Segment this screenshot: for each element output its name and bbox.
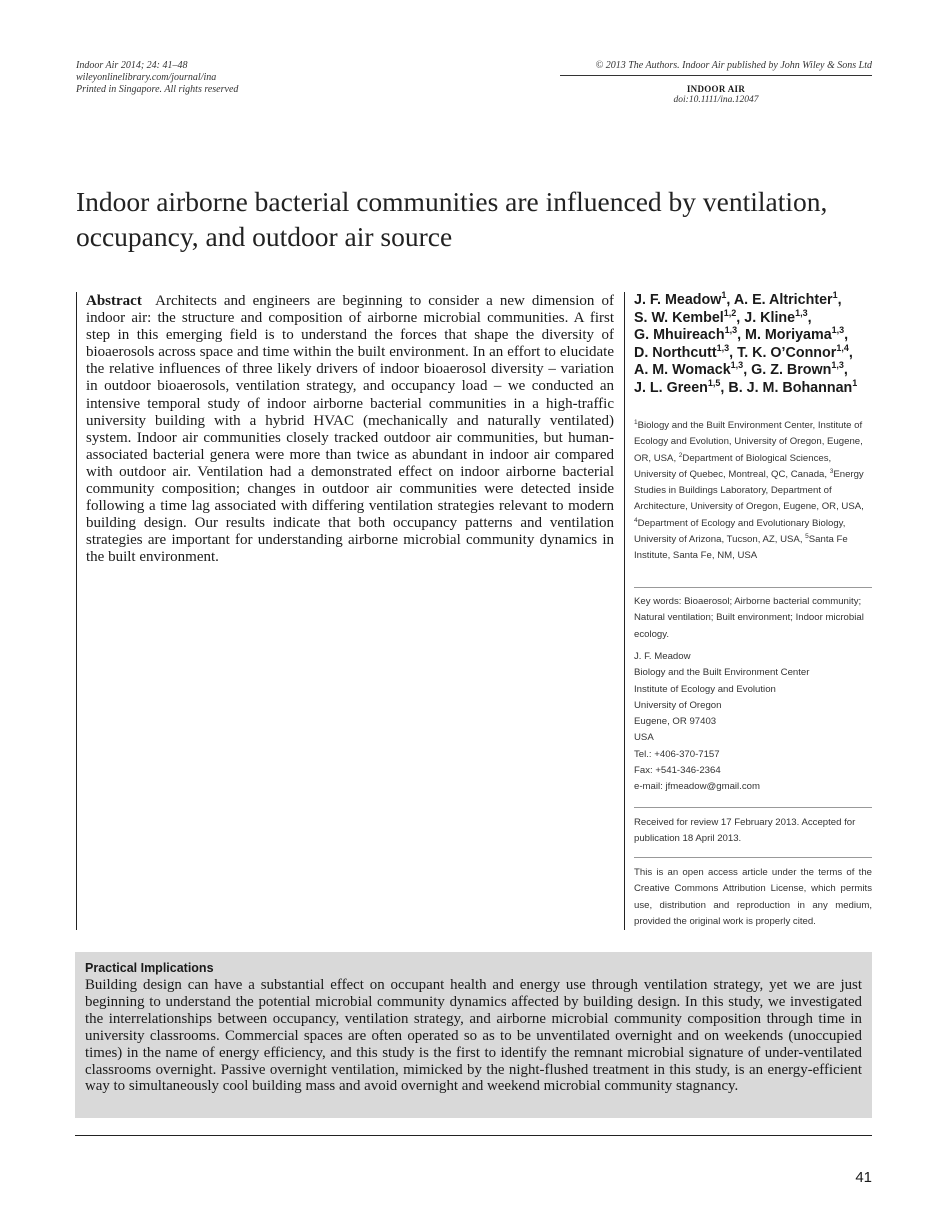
author-separator: ,: [737, 327, 746, 344]
affiliation-text: Department of Biological Sciences, University of Quebec, Montreal, QC, Canada,: [634, 452, 832, 480]
abstract-text: Architects and engineers are beginning to consider a new dimension of indoor air: the structure and composition of airborne microbial communities. A first step in this emerging field is to understand the forces that shape the diversity of bioaerosols across space and time within the built environment. In an effort to elucidate the relative influences of three likely drivers of indoor bioaerosol diversity – variation in outdoor bioaerosols, ventilation strategy, and occupancy load – we conducted an intensive temporal study of indoor airborne bacterial communities in a high-traffic university building with a hybrid HVAC (mechanically and naturally ventilated) system. Indoor air communities closely tracked outdoor air communities, but human-associated bacterial genera were more than twice as abundant in indoor air compared with outdoor air. Ventilation had a demonstrated effect on indoor airborne bacterial community composition; changes in outdoor air communities were detected inside following a time lag associated with differing ventilation strategies relevant to modern building design. Our results indicate that both occupancy patterns and ventilation strategies are important for understanding airborne microbial community dynamics in the built environment.: [86, 293, 614, 566]
author-name: J. L. Green: [634, 379, 708, 396]
journal-citation: [76, 60, 238, 96]
article-title: Indoor airborne bacterial communities are influenced by ventilation, occupancy, and outdoor air source: [76, 186, 828, 252]
author-affiliation-marker: 1,3: [831, 325, 845, 336]
keywords: Key words: Bioaerosol; Airborne bacterial community; Natural ventilation; Built environment; Indoor microbial ecology.: [634, 596, 864, 640]
sidebar-divider: [634, 857, 872, 858]
contact-line: USA: [634, 732, 654, 744]
affiliation-number: 2: [678, 451, 683, 459]
author-name: B. J. M. Bohannan: [728, 379, 853, 396]
author-name: A. M. Womack: [634, 362, 731, 379]
footer-divider: [75, 1135, 872, 1136]
contact-email[interactable]: e-mail: jfmeadow@gmail.com: [634, 781, 760, 793]
author-separator: ,: [726, 292, 734, 308]
affiliation-text: Santa Fe Institute, Santa Fe, NM, USA: [634, 534, 848, 562]
practical-implications-box: [75, 952, 872, 1118]
doi-link[interactable]: doi:10.1111/ina.12047: [673, 95, 759, 105]
author-separator: ,: [843, 362, 848, 379]
page-number: 41: [855, 1169, 872, 1186]
author-separator: ,: [729, 344, 738, 361]
author-name: D. Northcutt: [634, 344, 717, 361]
contact-line: University of Oregon: [634, 699, 722, 711]
affiliation-number: 4: [634, 516, 638, 524]
author-name: G. Z. Brown: [751, 362, 832, 379]
author-affiliation-marker: 1: [721, 290, 727, 301]
author-separator: ,: [837, 292, 842, 308]
author-affiliation-marker: 1,3: [795, 307, 808, 318]
author-separator: ,: [736, 309, 745, 326]
author-affiliation-marker: 1,3: [724, 325, 738, 336]
abstract-label: Abstract: [86, 293, 142, 309]
contact-line: Institute of Ecology and Evolution: [634, 683, 776, 695]
author-affiliation-marker: 1: [832, 290, 838, 301]
sidebar-divider: [634, 587, 872, 588]
contact-line: Eugene, OR 97403: [634, 716, 717, 728]
affiliations: [634, 418, 872, 565]
author-separator: ,: [848, 344, 853, 361]
author-affiliation-marker: 1,3: [730, 360, 744, 371]
author-name: S. W. Kembel: [634, 309, 724, 326]
abstract-left-rule: [76, 292, 77, 930]
journal-name: INDOOR AIR: [686, 84, 746, 94]
contact-line: Biology and the Built Environment Center: [634, 667, 810, 679]
author-affiliation-marker: 1,5: [707, 378, 721, 389]
author-name: J. F. Meadow: [634, 292, 722, 308]
author-separator: ,: [743, 362, 752, 379]
practical-implications-text: Building design can have a substantial effect on occupant health and energy use through ventilation strategy, yet we are just beginning to understand the potential microbial community dynamics affected by building design. In this study, we investigated the interrelationships between occupancy, ventilation strategy, and airborne microbial community composition through time in university classrooms. Commercial spaces are often operated so as to be unventilated overnight and on weekends (unoccupied times) in the name of energy efficiency, and this study is the first to identify the remnant microbial signature of under-ventilated classrooms overnight. Passive overnight ventilation, mimicked by the night-flushed treatment in this study, is an energy-efficient way to simultaneously cool building mass and avoid overnight and weekend microbial community stagnancy.: [85, 977, 862, 1095]
contact-tel: Tel.: +406-370-7157: [634, 748, 720, 760]
abstract: [86, 293, 614, 567]
author-name: M. Moriyama: [745, 327, 832, 344]
contact-fax: Fax: +541-346-2364: [634, 765, 721, 777]
journal-url: wileyonlinelibrary.com/journal/ina: [76, 72, 217, 83]
author-name: G. Mhuireach: [634, 327, 725, 344]
column-divider: [624, 292, 625, 930]
citation-line: Indoor Air 2014; 24: 41–48: [76, 60, 188, 71]
author-affiliation-marker: 1,2: [723, 307, 737, 318]
author-affiliation-marker: 1,3: [831, 360, 844, 371]
author-affiliation-marker: 1,4: [836, 343, 849, 354]
author-separator: ,: [844, 327, 849, 344]
received-dates: Received for review 17 February 2013. Accepted for publication 18 April 2013.: [634, 817, 856, 845]
affiliation-text: Biology and the Built Environment Center, Institute of Ecology and Evolution, University of Oregon, Eugene, OR, USA,: [634, 420, 863, 464]
affiliation-number: 5: [805, 532, 809, 540]
author-separator: ,: [807, 309, 812, 326]
contact-name: J. F. Meadow: [634, 651, 691, 662]
affiliation-number: 1: [634, 418, 638, 426]
affiliation-number: 3: [829, 467, 834, 475]
affiliation-text: Energy Studies in Buildings Laboratory, Department of Architecture, University of Oregon, Eugene, OR, USA,: [634, 468, 864, 513]
header-divider: [560, 75, 872, 76]
affiliation-text: Department of Ecology and Evolutionary Biology, University of Arizona, Tucson, AZ, USA,: [634, 517, 846, 546]
author-name: T. K. O’Connor: [737, 344, 837, 361]
author-affiliation-marker: 1: [852, 378, 858, 389]
copyright-notice: © 2013 The Authors. Indoor Air published by John Wiley & Sons Ltd: [595, 60, 872, 71]
license-note: This is an open access article under the terms of the Creative Commons Attribution License, which permits use, distribution and reproduction in any medium, provided the original work is properly cited.: [634, 867, 872, 927]
author-affiliation-marker: 1,3: [716, 343, 730, 354]
author-list: [634, 292, 874, 398]
printed-note: Printed in Singapore. All rights reserved: [76, 84, 239, 95]
author-name: A. E. Altrichter: [733, 292, 833, 308]
sidebar-divider: [634, 807, 872, 808]
author-name: J. Kline: [744, 309, 796, 326]
author-separator: ,: [720, 379, 729, 396]
practical-implications-title: Practical Implications: [85, 961, 214, 975]
correspondence: [634, 649, 872, 796]
